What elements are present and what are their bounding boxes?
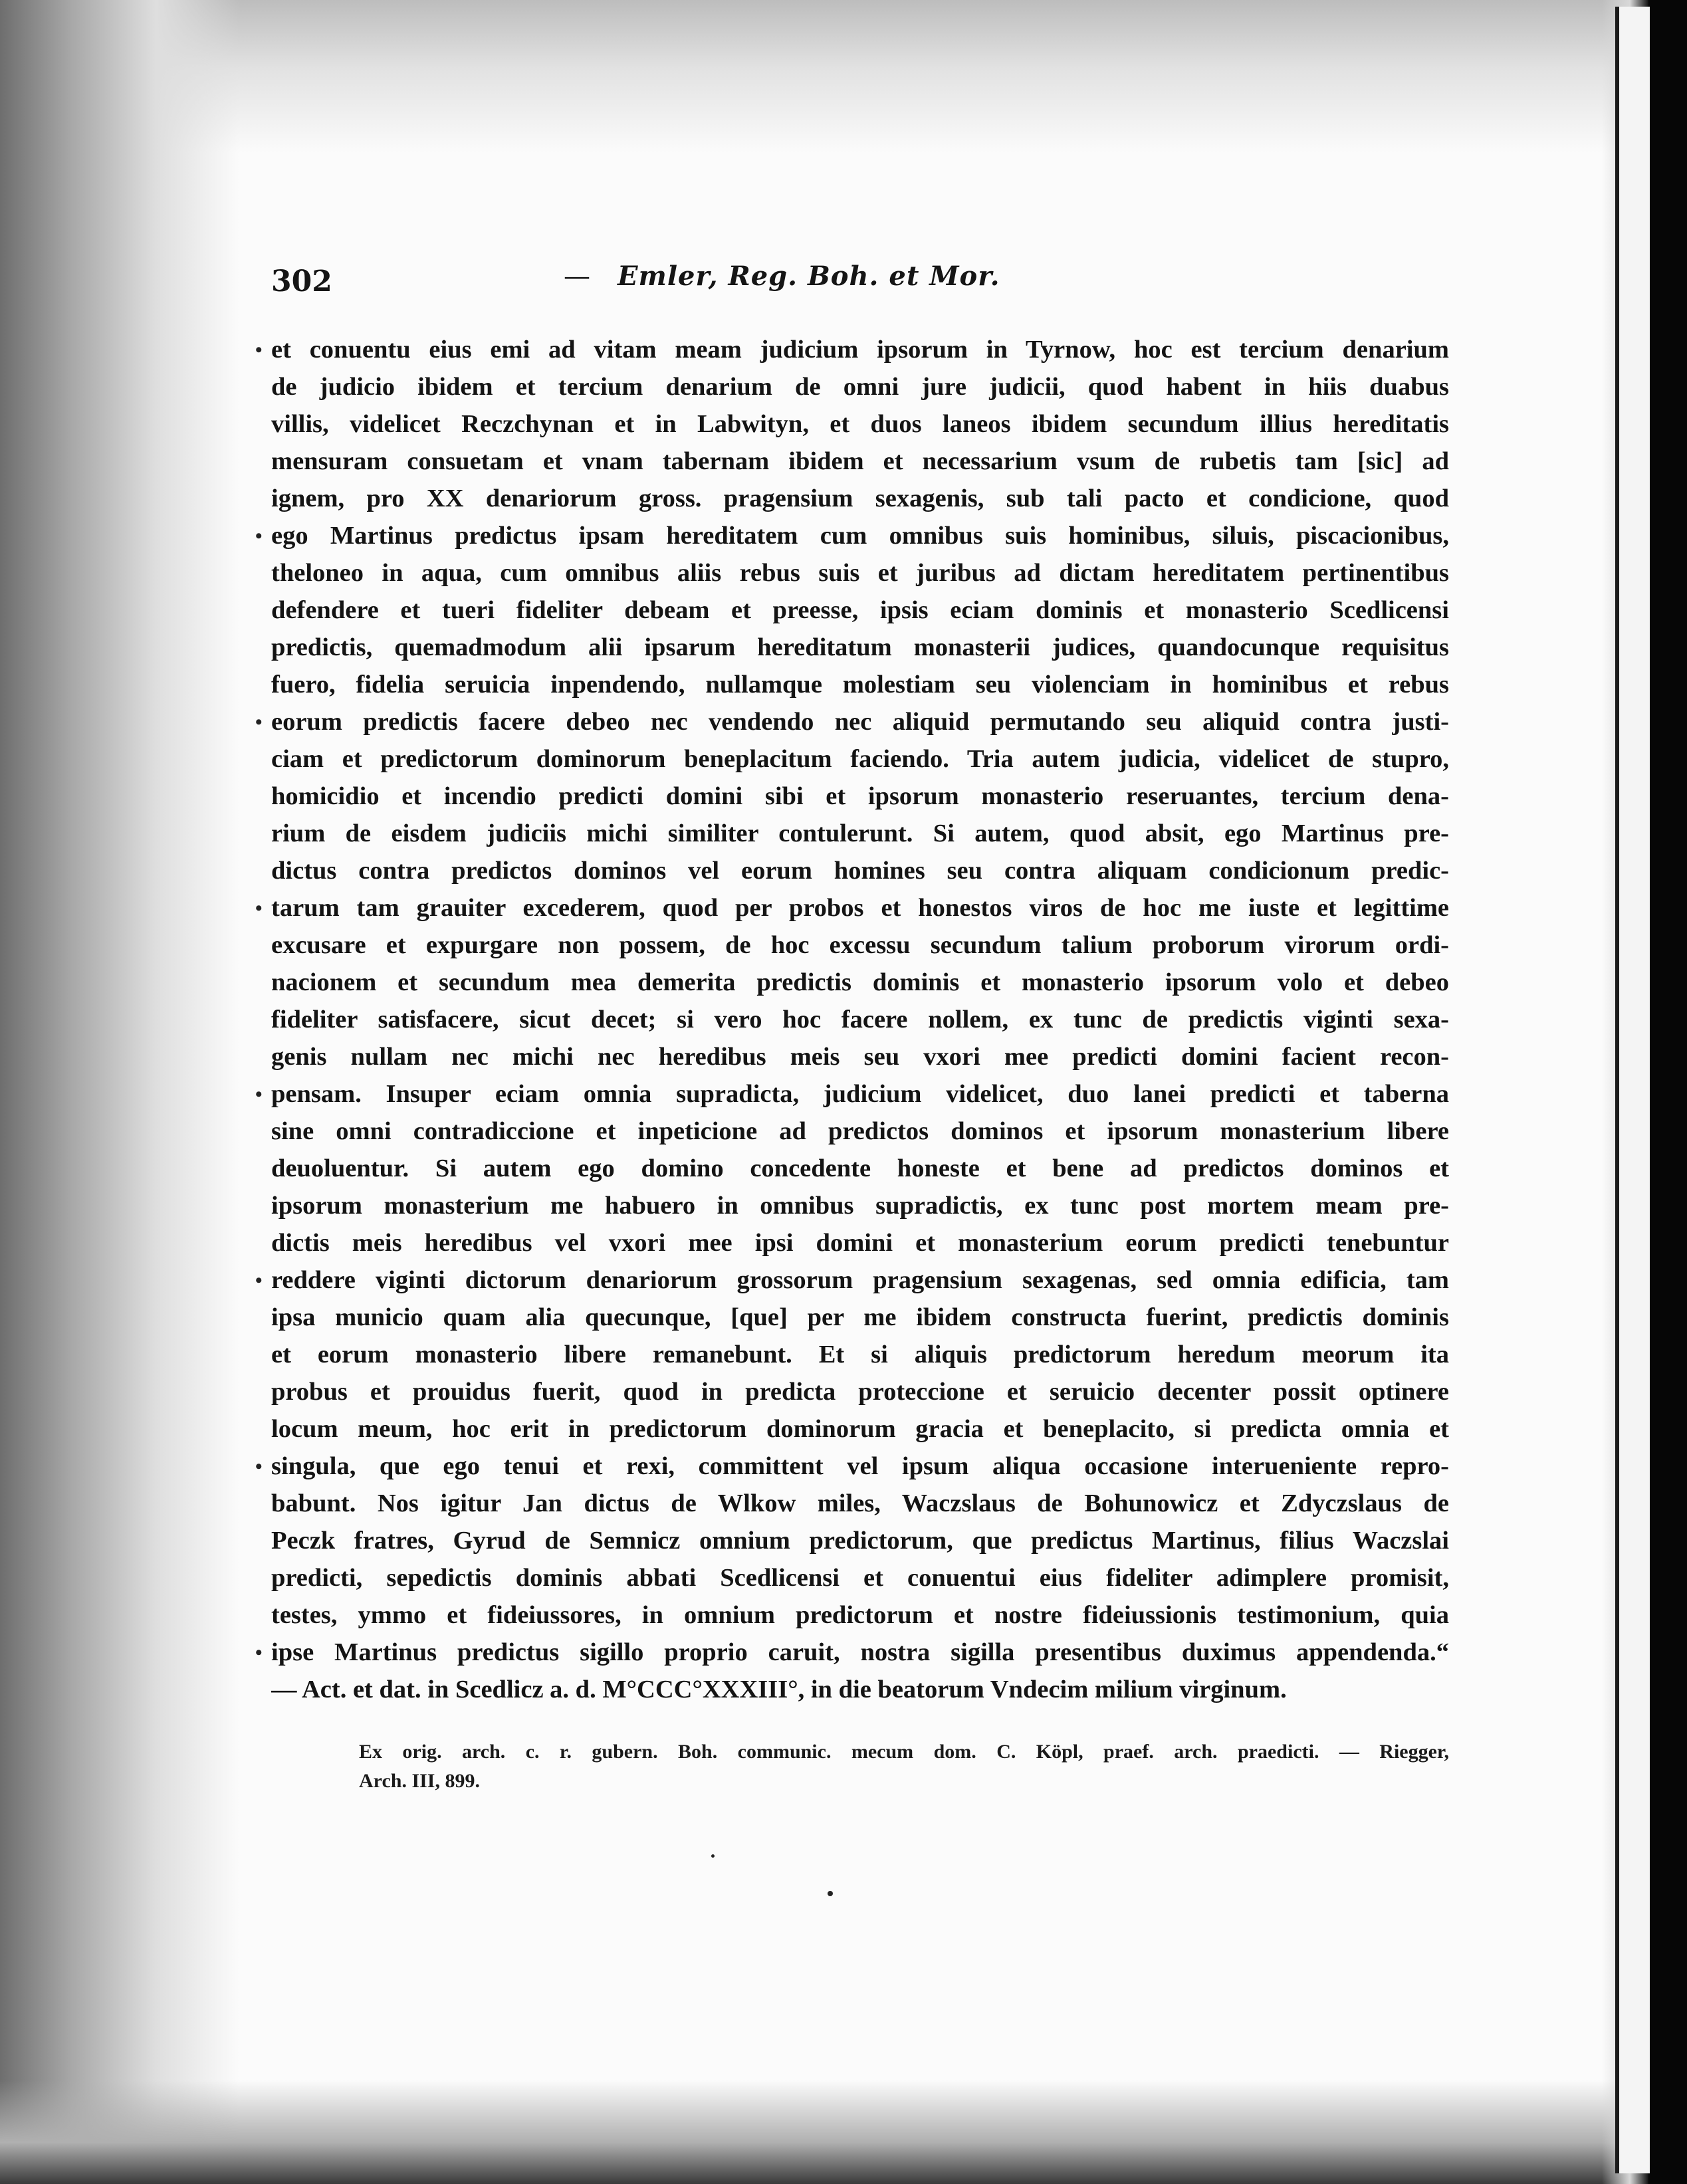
margin-dot: • — [255, 897, 263, 919]
text-line: homicidio et incendio predicti domini sibi et ipsorum monasterio reseruantes, tercium dena- — [271, 782, 1449, 810]
scan-speck — [711, 1854, 715, 1858]
running-title-text: Emler, Reg. Boh. et Mor. — [618, 261, 1000, 292]
text-line: predicti, sepedictis dominis abbati Scedlicensi et conuentui eius fideliter adimplere promisit, — [271, 1564, 1449, 1592]
text-line: pensam. Insuper eciam omnia supradicta, judicium videlicet, duo lanei predicti et taberna — [271, 1080, 1449, 1108]
text-line: excusare et expurgare non possem, de hoc excessu secundum talium proborum virorum ordi- — [271, 931, 1449, 959]
text-line: testes, ymmo et fideiussores, in omnium predictorum et nostre fideiussionis testimonium, quia — [271, 1601, 1449, 1629]
margin-dot: • — [255, 1269, 263, 1291]
text-line: singula, que ego tenui et rexi, committent vel ipsum aliqua occasione interueniente repro- — [271, 1452, 1449, 1480]
text-line: de judicio ibidem et tercium denarium de omni jure judicii, quod habent in hiis duabus — [271, 373, 1449, 401]
header-separator: — — [564, 261, 591, 292]
text-line: mensuram consuetam et vnam tabernam ibidem et necessarium vsum de rubetis tam [sic] ad — [271, 447, 1449, 475]
text-line: ipsa municio quam alia quecunque, [que] per me ibidem constructa fuerint, predictis dominis — [271, 1303, 1449, 1331]
text-line: tarum tam grauiter excederem, quod per probos et honestos viros de hoc me iuste et legittime — [271, 894, 1449, 922]
text-line: reddere viginti dictorum denariorum grossorum pragensium sexagenas, sed omnia edificia, tam — [271, 1266, 1449, 1294]
text-line: dictus contra predictos dominos vel eorum homines seu contra aliquam condicionum predic- — [271, 857, 1449, 885]
text-line: — Act. et dat. in Scedlicz a. d. M°CCC°XXXIII°, in die beatorum Vndecim milium virginum. — [271, 1676, 1287, 1703]
text-line: sine omni contradiccione et inpeticione ad predictos dominos et ipsorum monasterium libere — [271, 1117, 1449, 1145]
text-line: theloneo in aqua, cum omnibus aliis rebus suis et juribus ad dictam hereditatem pertinentibus — [271, 559, 1449, 587]
text-line: predictis, quemadmodum alii ipsarum hereditatum monasterii judices, quandocunque requisitus — [271, 633, 1449, 661]
scan-shadow-top — [0, 0, 1648, 153]
charter-text — [271, 331, 1449, 1708]
margin-dot: • — [255, 711, 263, 733]
text-line: fuero, fidelia seruicia inpendendo, nullamque molestiam seu violenciam in hominibus et rebus — [271, 671, 1449, 699]
margin-dot: • — [255, 1456, 263, 1477]
text-line: eorum predictis facere debeo nec vendendo nec aliquid permutando seu aliquid contra justi- — [271, 708, 1449, 736]
text-line: et conuentu eius emi ad vitam meam judicium ipsorum in Tyrnow, hoc est tercium denarium — [271, 336, 1449, 364]
page-header — [271, 261, 1454, 307]
text-line: deuoluentur. Si autem ego domino concedente honeste et bene ad predictos dominos et — [271, 1154, 1449, 1182]
text-line: rium de eisdem judiciis michi similiter contulerunt. Si autem, quod absit, ego Martinus pre- — [271, 819, 1449, 847]
text-line: ipse Martinus predictus sigillo proprio caruit, nostra sigilla presentibus duximus appendenda.“ — [271, 1638, 1449, 1666]
text-line: villis, videlicet Reczchynan et in Labwityn, et duos laneos ibidem secundum illius hereditatis — [271, 410, 1449, 438]
footnote-line: Ex orig. arch. c. r. gubern. Boh. communic. mecum dom. C. Köpl, praef. arch. praedicti. — Riegger, — [359, 1741, 1449, 1763]
margin-dot: • — [255, 1083, 263, 1105]
scan-shadow-bottom — [0, 2080, 1648, 2184]
footnote-line: Arch. III, 899. — [359, 1770, 480, 1792]
scan-border-right — [1648, 0, 1687, 2184]
text-line: ignem, pro XX denariorum gross. pragensium sexagenis, sub tali pacto et condicione, quod — [271, 485, 1449, 512]
margin-dot: • — [255, 525, 263, 547]
text-line: Peczk fratres, Gyrud de Semnicz omnium predictorum, que predictus Martinus, filius Waczslai — [271, 1527, 1449, 1555]
text-line: locum meum, hoc erit in predictorum dominorum gracia et beneplacito, si predicta omnia et — [271, 1415, 1449, 1443]
text-line: ipsorum monasterium me habuero in omnibus supradictis, ex tunc post mortem meam pre- — [271, 1192, 1449, 1220]
scan-edge-strip — [1615, 7, 1650, 2173]
running-title — [564, 261, 1000, 292]
text-line: babunt. Nos igitur Jan dictus de Wlkow miles, Waczslaus de Bohunowicz et Zdyczslaus de — [271, 1489, 1449, 1517]
text-line: genis nullam nec michi nec heredibus meis seu vxori mee predicti domini facient recon- — [271, 1043, 1449, 1071]
text-line: nacionem et secundum mea demerita predictis dominis et monasterio ipsorum volo et debeo — [271, 968, 1449, 996]
text-line: ciam et predictorum dominorum beneplacitum faciendo. Tria autem judicia, videlicet de stupro, — [271, 745, 1449, 773]
scan-speck — [828, 1891, 833, 1896]
text-line: fideliter satisfacere, sicut decet; si vero hoc facere nollem, ex tunc de predictis viginti sexa- — [271, 1006, 1449, 1034]
page-number: 302 — [271, 265, 332, 298]
source-footnote — [359, 1737, 1449, 1796]
margin-dot: • — [255, 1642, 263, 1664]
scan-shadow-left — [0, 0, 239, 2184]
text-line: dictis meis heredibus vel vxori mee ipsi domini et monasterium eorum predicti tenebuntur — [271, 1229, 1449, 1257]
text-line: ego Martinus predictus ipsam hereditatem cum omnibus suis hominibus, siluis, piscacionibus, — [271, 522, 1449, 550]
text-line: et eorum monasterio libere remanebunt. Et si aliquis predictorum heredum meorum ita — [271, 1341, 1449, 1368]
text-line: probus et prouidus fuerit, quod in predicta proteccione et seruicio decenter possit optinere — [271, 1378, 1449, 1406]
margin-dot: • — [255, 339, 263, 361]
text-line: defendere et tueri fideliter debeam et preesse, ipsis eciam dominis et monasterio Scedlicensi — [271, 596, 1449, 624]
